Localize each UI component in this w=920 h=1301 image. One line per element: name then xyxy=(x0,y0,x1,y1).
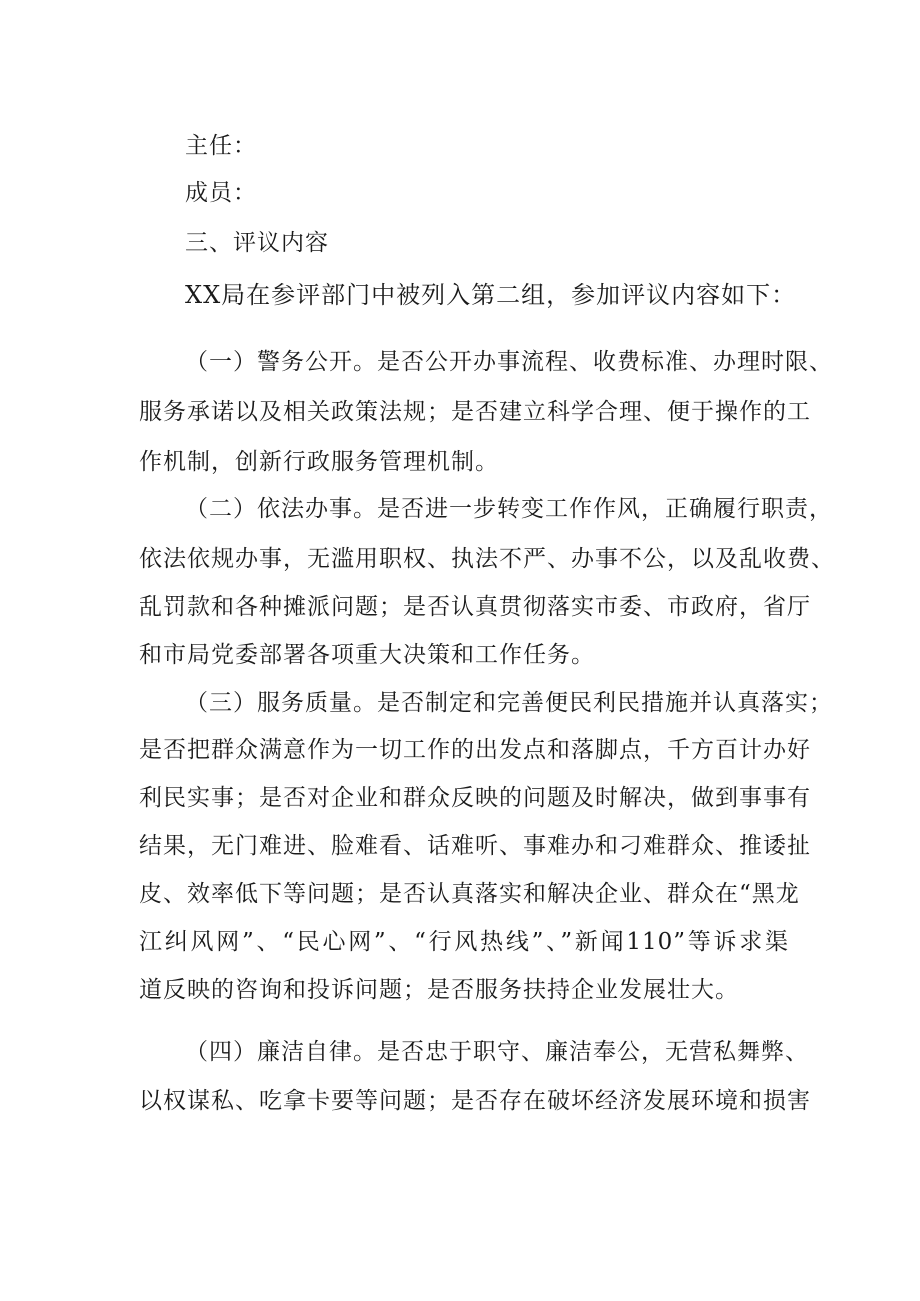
header-director: 主任： xyxy=(185,133,257,159)
paragraph-1-line-1: （一）警务公开。是否公开办事流程、收费标准、办理时限、 xyxy=(185,349,833,375)
section-heading: 三、评议内容 xyxy=(185,230,329,256)
header-members: 成员： xyxy=(185,180,257,206)
paragraph-3-line-7: 道反映的咨询和投诉问题；是否服务扶持企业发展壮大。 xyxy=(139,977,739,1003)
intro-paragraph: XX局在参评部门中被列入第二组，参加评议内容如下： xyxy=(185,281,797,309)
paragraph-2-line-2: 依法依规办事，无滥用职权、执法不严、办事不公，以及乱收费、 xyxy=(139,546,835,572)
paragraph-2-line-1: （二）依法办事。是否进一步转变工作作风，正确履行职责， xyxy=(185,496,833,522)
paragraph-1-line-3: 作机制，创新行政服务管理机制。 xyxy=(139,449,499,475)
paragraph-4-line-2: 以权谋私、吃拿卡要等问题；是否存在破坏经济发展环境和损害 xyxy=(139,1088,811,1114)
paragraph-3-line-1: （三）服务质量。是否制定和完善便民利民措施并认真落实； xyxy=(185,690,833,716)
paragraph-3-line-6: 江纠风网”、“民心网”、“行风热线”、”新闻110”等诉求渠 xyxy=(139,929,789,955)
paragraph-1-line-2: 服务承诺以及相关政策法规；是否建立科学合理、便于操作的工 xyxy=(139,399,811,425)
paragraph-3-line-2: 是否把群众满意作为一切工作的出发点和落脚点，千方百计办好 xyxy=(139,737,811,763)
paragraph-4-line-1: （四）廉洁自律。是否忠于职守、廉洁奉公，无营私舞弊、 xyxy=(185,1039,809,1065)
paragraph-3-line-5: 皮、效率低下等问题；是否认真落实和解决企业、群众在“黑龙 xyxy=(139,881,800,907)
paragraph-3-line-4: 结果，无门难进、脸难看、话难听、事难办和刁难群众、推诿扯 xyxy=(139,833,811,859)
paragraph-2-line-4: 和市局党委部署各项重大决策和工作任务。 xyxy=(139,642,595,668)
paragraph-3-line-3: 利民实事；是否对企业和群众反映的问题及时解决，做到事事有 xyxy=(139,785,811,811)
paragraph-2-line-3: 乱罚款和各种摊派问题；是否认真贯彻落实市委、市政府，省厅 xyxy=(139,594,811,620)
